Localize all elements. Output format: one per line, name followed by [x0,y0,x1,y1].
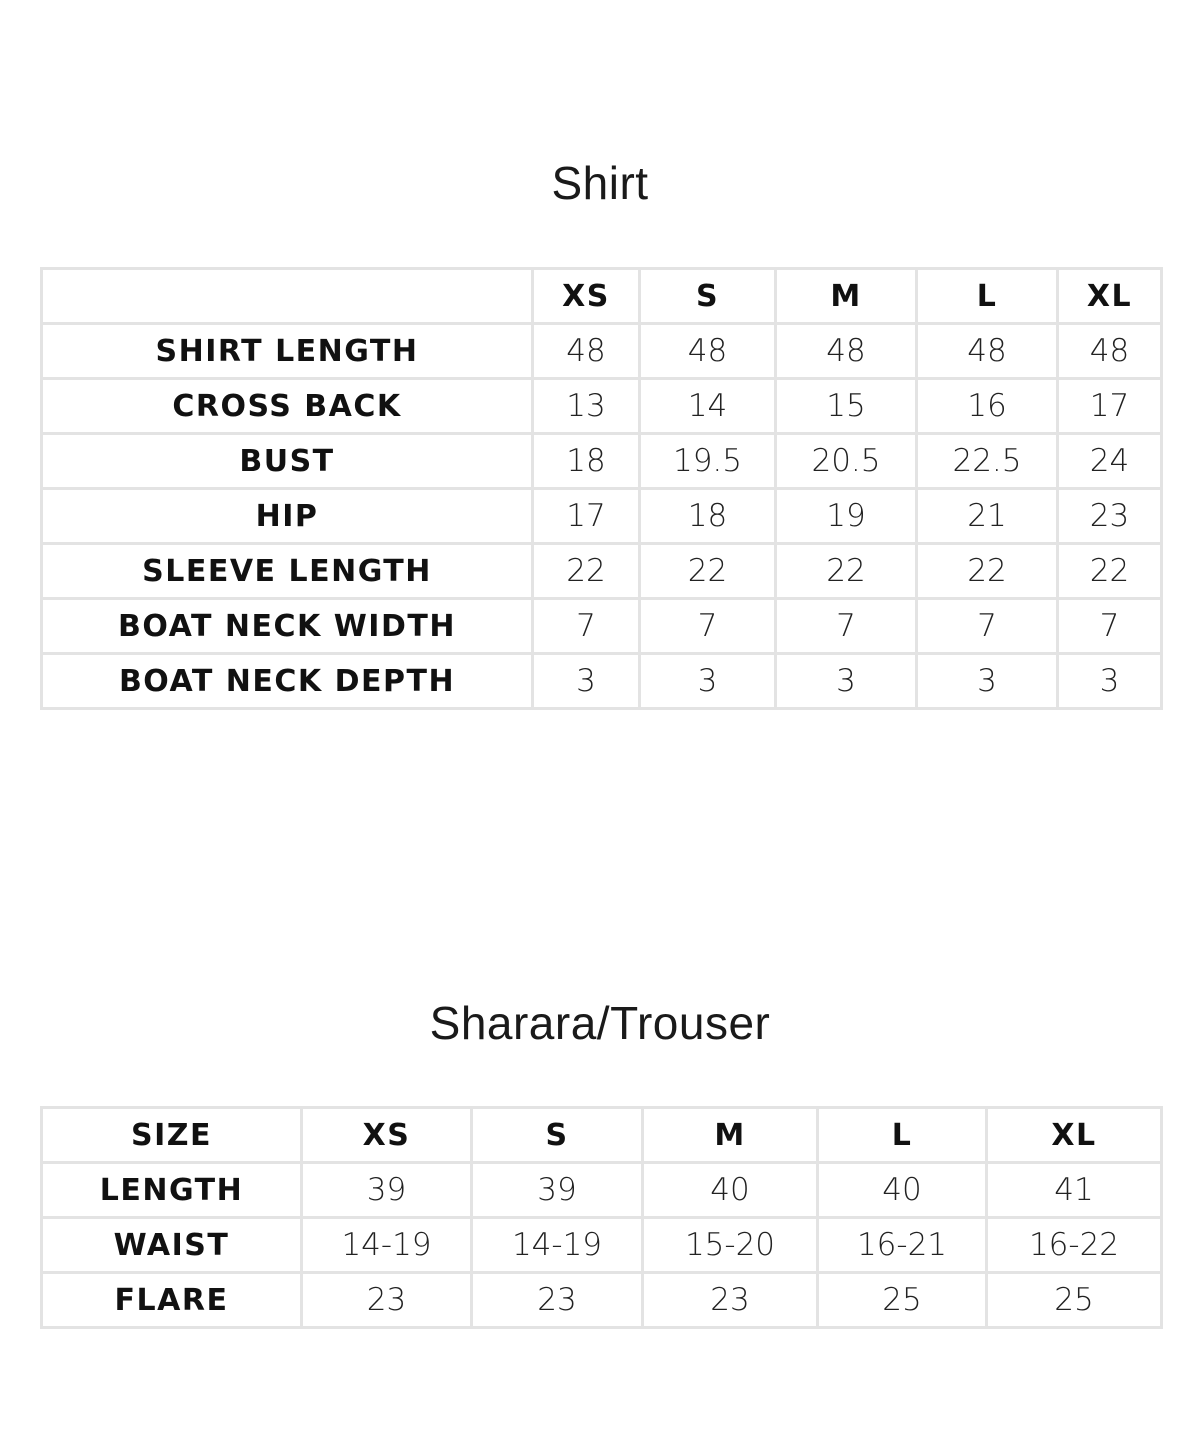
table-cell: 48 [776,324,917,379]
table-row [42,1218,1162,1273]
row-label: CROSS BACK [42,379,533,434]
table-cell: 21 [917,489,1058,544]
table-corner-cell: SIZE [42,1108,302,1163]
table-cell: 19.5 [640,434,776,489]
table-cell: 25 [818,1273,987,1328]
table-cell: 14-19 [302,1218,472,1273]
column-header-m: M [776,269,917,324]
table-cell: 48 [1058,324,1162,379]
table-cell: 48 [917,324,1058,379]
row-label: WAIST [42,1218,302,1273]
column-header-xl: XL [987,1108,1162,1163]
row-label: BUST [42,434,533,489]
table-row [42,654,1162,709]
shirt-size-table [40,267,1163,710]
table-cell: 7 [1058,599,1162,654]
column-header-xs: XS [302,1108,472,1163]
column-header-l: L [917,269,1058,324]
table-cell: 40 [818,1163,987,1218]
table-cell: 22.5 [917,434,1058,489]
table-cell: 18 [533,434,640,489]
table-cell: 7 [640,599,776,654]
table-cell: 24 [1058,434,1162,489]
table-row [42,1163,1162,1218]
table-cell: 7 [533,599,640,654]
table-cell: 23 [302,1273,472,1328]
table-cell: 16-22 [987,1218,1162,1273]
table-cell: 14 [640,379,776,434]
table-cell: 17 [533,489,640,544]
table-cell: 3 [776,654,917,709]
table-cell: 39 [302,1163,472,1218]
row-label: LENGTH [42,1163,302,1218]
table-cell: 13 [533,379,640,434]
row-label: FLARE [42,1273,302,1328]
row-label: BOAT NECK WIDTH [42,599,533,654]
table-cell: 22 [917,544,1058,599]
table-cell: 23 [472,1273,643,1328]
table-cell: 16 [917,379,1058,434]
table-header-row [42,1108,1162,1163]
table-cell: 22 [533,544,640,599]
column-header-s: S [472,1108,643,1163]
table-cell: 14-19 [472,1218,643,1273]
table-row [42,599,1162,654]
table-cell: 20.5 [776,434,917,489]
column-header-m: M [643,1108,818,1163]
table-cell: 22 [640,544,776,599]
row-label: SLEEVE LENGTH [42,544,533,599]
column-header-xs: XS [533,269,640,324]
trouser-section-title: Sharara/Trouser [429,997,771,1049]
table-cell: 7 [917,599,1058,654]
table-row [42,434,1162,489]
table-cell: 39 [472,1163,643,1218]
column-header-xl: XL [1058,269,1162,324]
table-row [42,1273,1162,1328]
table-row [42,379,1162,434]
table-row [42,544,1162,599]
table-cell: 19 [776,489,917,544]
table-cell: 40 [643,1163,818,1218]
table-corner-cell [42,269,533,324]
table-cell: 3 [1058,654,1162,709]
trouser-size-table [40,1106,1163,1329]
table-cell: 3 [917,654,1058,709]
table-cell: 41 [987,1163,1162,1218]
table-cell: 17 [1058,379,1162,434]
row-label: SHIRT LENGTH [42,324,533,379]
table-row [42,324,1162,379]
table-cell: 15-20 [643,1218,818,1273]
table-cell: 16-21 [818,1218,987,1273]
table-cell: 23 [643,1273,818,1328]
shirt-section-title: Shirt [551,157,649,209]
table-cell: 48 [640,324,776,379]
table-cell: 23 [1058,489,1162,544]
table-cell: 3 [640,654,776,709]
table-cell: 22 [1058,544,1162,599]
table-header-row [42,269,1162,324]
row-label: HIP [42,489,533,544]
table-cell: 15 [776,379,917,434]
table-cell: 48 [533,324,640,379]
table-row [42,489,1162,544]
column-header-l: L [818,1108,987,1163]
column-header-s: S [640,269,776,324]
table-cell: 18 [640,489,776,544]
table-cell: 7 [776,599,917,654]
table-cell: 22 [776,544,917,599]
table-cell: 25 [987,1273,1162,1328]
table-cell: 3 [533,654,640,709]
row-label: BOAT NECK DEPTH [42,654,533,709]
